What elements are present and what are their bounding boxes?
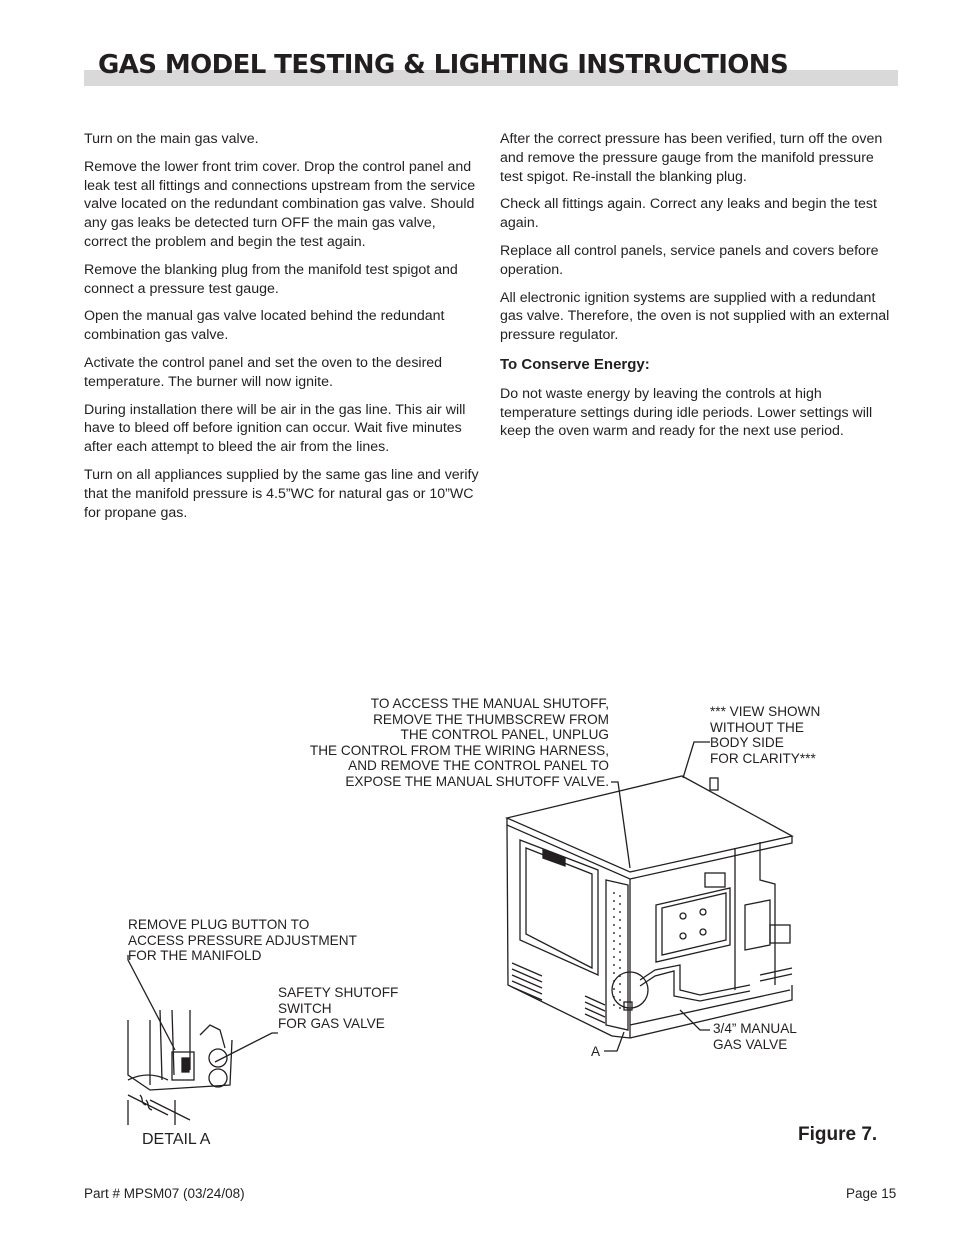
detail-a-label: DETAIL A xyxy=(142,1131,211,1148)
callout-safety-shutoff-switch: SAFETY SHUTOFF SWITCH FOR GAS VALVE xyxy=(278,985,399,1032)
oven-body xyxy=(507,776,792,1038)
callout-remove-plug-button: REMOVE PLUG BUTTON TO ACCESS PRESSURE ADJUSTMENT FOR THE MANIFOLD xyxy=(128,917,357,964)
paragraph: Remove the lower front trim cover. Drop the control panel and leak test all fittings and connections upstream from the service valve located on the redundant combination gas valve. Should any gas leaks be detected turn OFF the main gas valve, correct the problem and begin the test again. xyxy=(84,158,476,250)
energy-paragraph: Do not waste energy by leaving the controls at high temperature settings during idle periods. Lower settings will keep the oven warm and ready for the next use period. xyxy=(500,385,873,440)
paragraph: Turn on all appliances supplied by the same gas line and verify that the manifold pressure is 4.5”WC for natural gas or 10”WC for propane gas. xyxy=(84,466,479,521)
callout-manual-gas-valve: 3/4” MANUAL GAS VALVE xyxy=(713,1021,797,1052)
paragraph: After the correct pressure has been verified, turn off the oven and remove the pressure gauge from the manifold pressure test spigot. Re-install the blanking plug. xyxy=(500,131,883,185)
paragraph: Turn on the main gas valve. xyxy=(84,131,259,147)
paragraph: All electronic ignition systems are supplied with a redundant gas valve. Therefore, the oven is not supplied with an external pressure regulator. xyxy=(500,289,890,344)
callout-manual-shutoff-access: TO ACCESS THE MANUAL SHUTOFF, REMOVE THE THUMBSCREW FROM THE CONTROL PANEL, UNPLUG THE CONTROL FROM THE WIRING HARNESS, AND REMOVE THE CONTROL PANEL TO EXPOSE THE MANUAL SHUTOFF VALVE. xyxy=(309,696,609,789)
paragraph: Check all fittings again. Correct any leaks and begin the test again. xyxy=(500,196,877,232)
paragraph: Open the manual gas valve located behind the redundant combination gas valve. xyxy=(84,308,445,344)
footer-page-number: Page 15 xyxy=(846,1186,897,1201)
paragraph: Replace all control panels, service panels and covers before operation. xyxy=(500,242,879,278)
callout-view-shown: *** VIEW SHOWN WITHOUT THE BODY SIDE FOR CLARITY*** xyxy=(710,704,821,766)
figure-caption: Figure 7. xyxy=(798,1124,878,1145)
page-title: GAS MODEL TESTING & LIGHTING INSTRUCTIONS xyxy=(98,50,789,80)
paragraph: During installation there will be air in the gas line. This air will have to bleed off before ignition can occur. Wait five minutes after each attempt to bleed the air from the lines. xyxy=(84,401,466,456)
paragraph: Remove the blanking plug from the manifold test spigot and connect a pressure test gauge. xyxy=(84,261,458,297)
paragraph: Activate the control panel and set the oven to the desired temperature. The burner will now ignite. xyxy=(84,354,443,390)
callout-detail-a-marker: A xyxy=(591,1044,601,1059)
footer-part-number: Part # MPSM07 (03/24/08) xyxy=(84,1186,245,1201)
energy-heading: To Conserve Energy: xyxy=(500,355,650,373)
detail-a-drawing xyxy=(128,1010,232,1125)
